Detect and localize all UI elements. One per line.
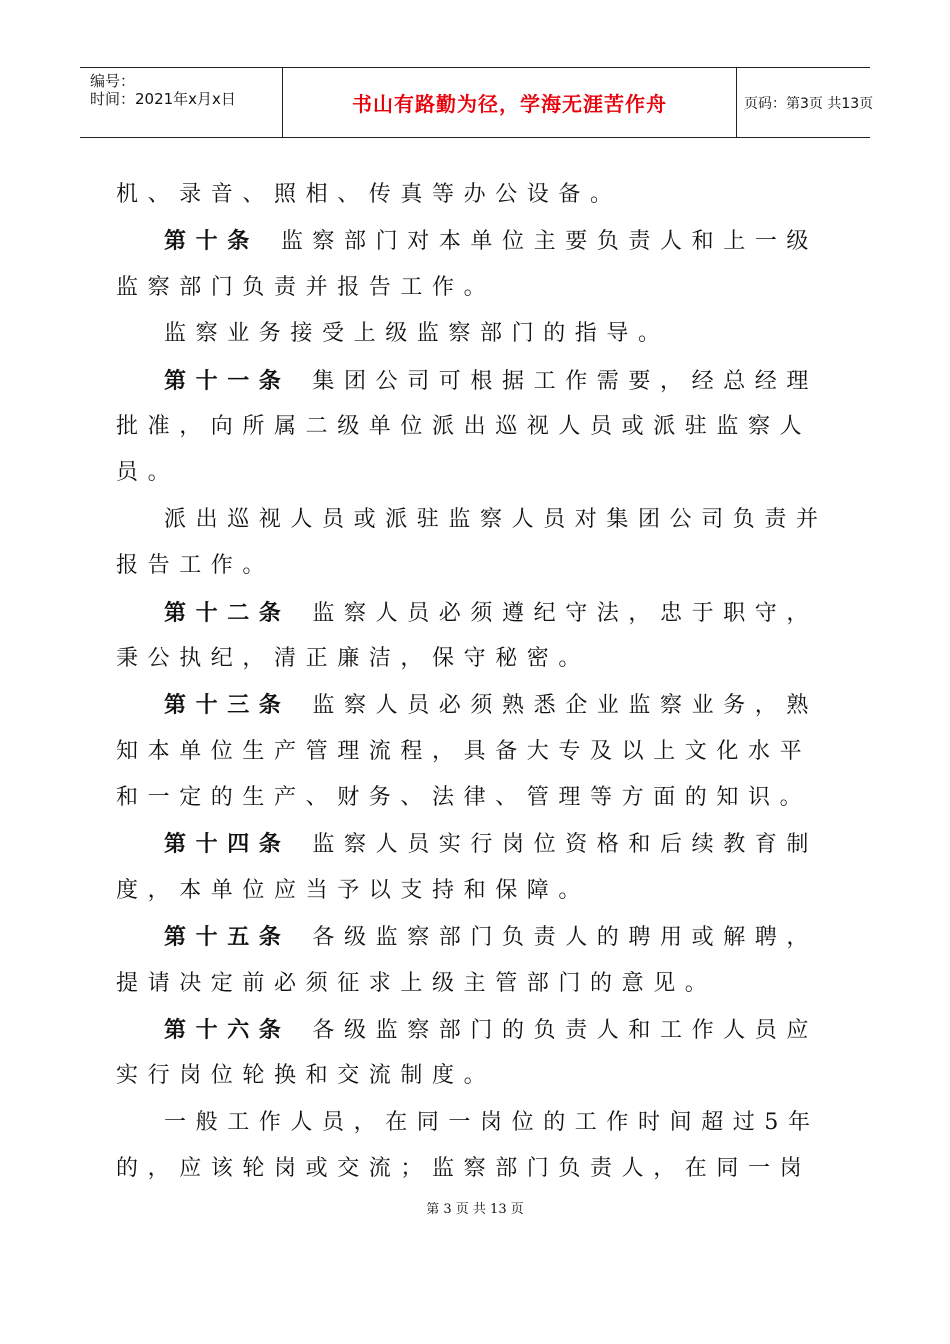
header-page-cell	[736, 68, 874, 137]
body-line	[116, 682, 828, 728]
header-motto-cell	[282, 68, 737, 137]
line-text: 批准，向所属二级单位派出巡视人员或派驻监察人	[116, 413, 812, 439]
header-number: 编号：	[90, 72, 136, 90]
header-motto: 书山有路勤为径，学海无涯苦作舟	[352, 92, 667, 116]
article-number: 第十条	[164, 228, 259, 255]
line-text: 监察人员必须熟悉企业监察业务，熟	[312, 693, 819, 719]
line-text: 监察部门对本单位主要负责人和上一级	[280, 229, 819, 255]
body-line	[116, 404, 828, 450]
line-text: 知本单位生产管理流程，具备大专及以上文化水平	[116, 738, 812, 764]
article-number: 第十三条	[164, 692, 291, 719]
body-line	[116, 636, 828, 682]
header-page-info: 页码：第3页 共13页	[744, 95, 874, 112]
line-text: 度，本单位应当予以支持和保障。	[116, 877, 591, 903]
line-text: 各级监察部门负责人的聘用或解聘，	[312, 925, 819, 951]
header-time: 时间：2021年x月x日	[90, 90, 236, 108]
body-line	[116, 311, 828, 357]
body-line	[116, 358, 828, 404]
body-line	[116, 914, 828, 960]
body-line	[116, 172, 828, 218]
line-text: 员。	[116, 460, 180, 486]
body-line	[116, 497, 828, 543]
line-text: 报告工作。	[116, 553, 275, 579]
body-line	[116, 1007, 828, 1053]
line-text: 集团公司可根据工作需要，经总经理	[312, 368, 819, 394]
body-line	[116, 1100, 828, 1146]
body-line	[116, 729, 828, 775]
line-text: 监察人员实行岗位资格和后续教育制	[312, 832, 819, 858]
body-line	[116, 265, 828, 311]
line-text: 各级监察部门的负责人和工作人员应	[312, 1018, 819, 1044]
body-line	[116, 1053, 828, 1099]
line-text: 实行岗位轮换和交流制度。	[116, 1063, 496, 1089]
body-line	[116, 775, 828, 821]
body-line	[116, 1146, 828, 1192]
body-line	[116, 450, 828, 496]
line-text: 和一定的生产、财务、法律、管理等方面的知识。	[116, 785, 812, 811]
line-text: 机、录音、照相、传真等办公设备。	[116, 182, 622, 207]
line-text: 监察业务接受上级监察部门的指导。	[164, 321, 670, 347]
line-text: 一般工作人员，在同一岗位的工作时间超过5年	[164, 1109, 820, 1135]
article-number: 第十五条	[164, 924, 291, 951]
line-text: 监察人员必须遵纪守法，忠于职守，	[312, 600, 819, 626]
article-number: 第十一条	[164, 367, 291, 394]
body-line	[116, 218, 828, 264]
page-header	[80, 67, 874, 138]
line-text: 的，应该轮岗或交流；监察部门负责人，在同一岗	[116, 1156, 812, 1182]
article-number: 第十六条	[164, 1017, 291, 1044]
article-number: 第十四条	[164, 831, 291, 858]
body-line	[116, 821, 828, 867]
header-meta	[80, 68, 282, 137]
article-number: 第十二条	[164, 599, 291, 626]
document-body	[116, 172, 828, 1193]
body-line	[116, 961, 828, 1007]
page-footer: 第 3 页 共 13 页	[426, 1202, 524, 1217]
body-line	[116, 868, 828, 914]
body-line	[116, 590, 828, 636]
line-text: 提请决定前必须征求上级主管部门的意见。	[116, 970, 717, 996]
line-text: 秉公执纪，清正廉洁，保守秘密。	[116, 645, 591, 671]
body-line	[116, 543, 828, 589]
line-text: 派出巡视人员或派驻监察人员对集团公司负责并	[164, 506, 828, 532]
line-text: 监察部门负责并报告工作。	[116, 274, 496, 300]
